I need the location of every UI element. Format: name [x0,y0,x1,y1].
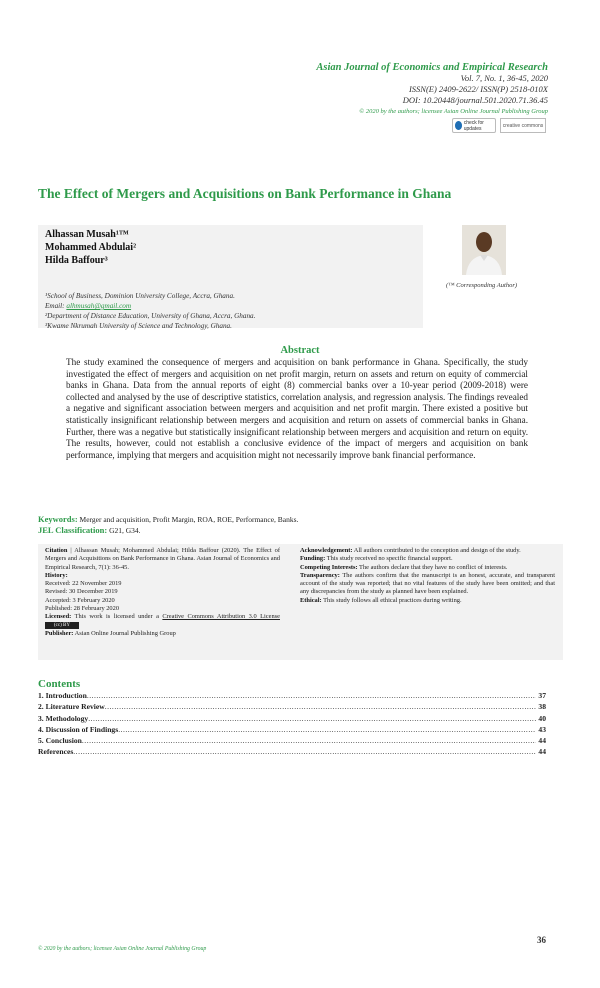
contents-heading: Contents [38,678,81,690]
journal-name: Asian Journal of Economics and Empirical Research [316,62,548,73]
toc-item-conclusion[interactable]: 5. Conclusion ..... 44 [38,735,546,746]
accepted-date: Accepted: 3 February 2020 [45,596,115,604]
paper-title: The Effect of Mergers and Acquisitions on Bank Performance in Ghana [38,186,452,201]
publisher-name: Asian Online Journal Publishing Group [73,629,176,637]
author-1: Alhassan Musah¹™ [45,229,129,240]
published-date: Published: 28 February 2020 [45,605,120,613]
affiliations [45,291,255,331]
corresponding-author-note: (™ Corresponding Author) [446,282,518,289]
history-label: History: [45,571,68,579]
keywords-block [38,514,298,536]
jel-line [38,525,298,536]
crossmark-icon [455,121,462,130]
journal-issn: ISSN(E) 2409-2622/ ISSN(P) 2518-010X [408,84,548,94]
received-date: Received: 22 November 2019 [45,580,122,588]
keywords-value: Merger and acquisition, Profit Margin, ROA, ROE, Performance, Banks. [77,515,299,524]
licensed-label: Licensed: [45,613,72,621]
citation-text: | Alhassan Musah; Mohammed Abdulai; Hilda Baffour (2020). The Effect of Mergers and Acquisitions on Bank Performance in Ghana. Asian Journal of Economics and Empirical Research, 7(1): 36-45. [45,547,280,571]
email-line [45,301,255,311]
abstract-heading: Abstract [280,345,320,356]
funding: Funding: This study received no specific financial support. [300,555,453,563]
author-photo [462,225,506,275]
citation-block [45,547,280,638]
creative-commons-badge[interactable]: creative commons [500,118,546,133]
toc-item-references[interactable]: References ..... 44 [38,746,546,757]
footer-copyright: © 2020 by the authors; licensee Asian Online Journal Publishing Group [38,946,207,952]
toc-item-literature-review[interactable]: 2. Literature Review ..... 38 [38,701,546,712]
table-of-contents [38,690,546,758]
abstract-text: The study examined the consequence of mergers and acquisition on bank performance in Ghana. Specifically, the study investigated the effect of mergers and acquisition on net profit margin, return on assets and return on equity of commercial banks in Ghana. Data from the annual reports of eight (8) commercial banks over a 10-year period (2009-2018) were collected and analysed by the use of descriptive statistics, correlation analysis, and regression analysis. The findings revealed a negative and significant association between mergers and acquisition and net profit margin. There existed a positive but statistically insignificant relationship between mergers and acquisition and return on assets of commercial banks in Ghana. Further, there was a negative but statistically insignificant relationship between mergers and acquisition and return on equity. The results, however, could not establish a conclusive evidence of the impact of mergers and acquisition on bank performance, implying that mergers and acquisition might not necessarily improve bank financial performance. [66,357,528,460]
citation-label: Citation [45,547,68,554]
jel-value: G21, G34. [107,526,141,535]
affiliation-1: ¹School of Business, Dominion University College, Accra, Ghana. [45,292,235,300]
check-updates-badge[interactable] [452,118,496,133]
journal-doi[interactable]: DOI: 10.20448/journal.501.2020.71.36.45 [402,95,548,105]
affiliation-3: ³Kwame Nkrumah University of Science and Technology, Ghana. [45,322,232,330]
jel-label: JEL Classification: [38,525,108,535]
transparency: Transparency: The authors confirm that the manuscript is an honest, accurate, and transparent account of the study was reported; that no vital features of the study have been omitted; and that any discrepancies from the study as planned have been explained. [300,571,555,596]
publisher-line [45,630,280,638]
citation [45,547,280,572]
revised-date: Revised: 30 December 2019 [45,588,118,596]
email-link[interactable]: alhmusah@gmail.com [66,302,132,310]
journal-copyright: © 2020 by the authors; licensee Asian Online Journal Publishing Group [359,108,548,115]
declarations-block [300,547,555,605]
badges [452,118,546,133]
journal-volume: Vol. 7, No. 1, 36-45, 2020 [460,73,548,83]
email-label: Email: [45,302,67,310]
competing-interests: Competing Interests: The authors declare that they have no conflict of interests. [300,563,508,571]
toc-item-introduction[interactable]: 1. Introduction ..... 37 [38,690,546,701]
licensed-text: This work is licensed under a [71,613,163,621]
author-photo-image [462,225,506,275]
check-updates-label: check for updates [463,119,484,132]
toc-item-discussion[interactable]: 4. Discussion of Findings ..... 43 [38,724,546,735]
author-3: Hilda Baffour³ [45,255,108,266]
author-list [45,228,136,267]
cc-by-badge[interactable]: (cc) BY [45,622,79,629]
author-2: Mohammed Abdulai² [45,242,137,253]
ethical: Ethical: This study follows all ethical practices during writing. [300,596,462,604]
journal-header [316,62,548,117]
affiliation-2: ²Department of Distance Education, University of Ghana, Accra, Ghana. [45,312,256,320]
license-line [45,613,280,630]
page-number: 36 [537,935,546,945]
toc-item-methodology[interactable]: 3. Methodology ..... 40 [38,713,546,724]
keywords-line [38,514,298,525]
acknowledgement: Acknowledgement: All authors contributed to the conception and design of the study. [300,547,521,554]
publisher-label: Publisher: [45,629,74,637]
keywords-label: Keywords: [38,514,78,524]
license-link[interactable]: Creative Commons Attribution 3.0 License [162,613,280,621]
